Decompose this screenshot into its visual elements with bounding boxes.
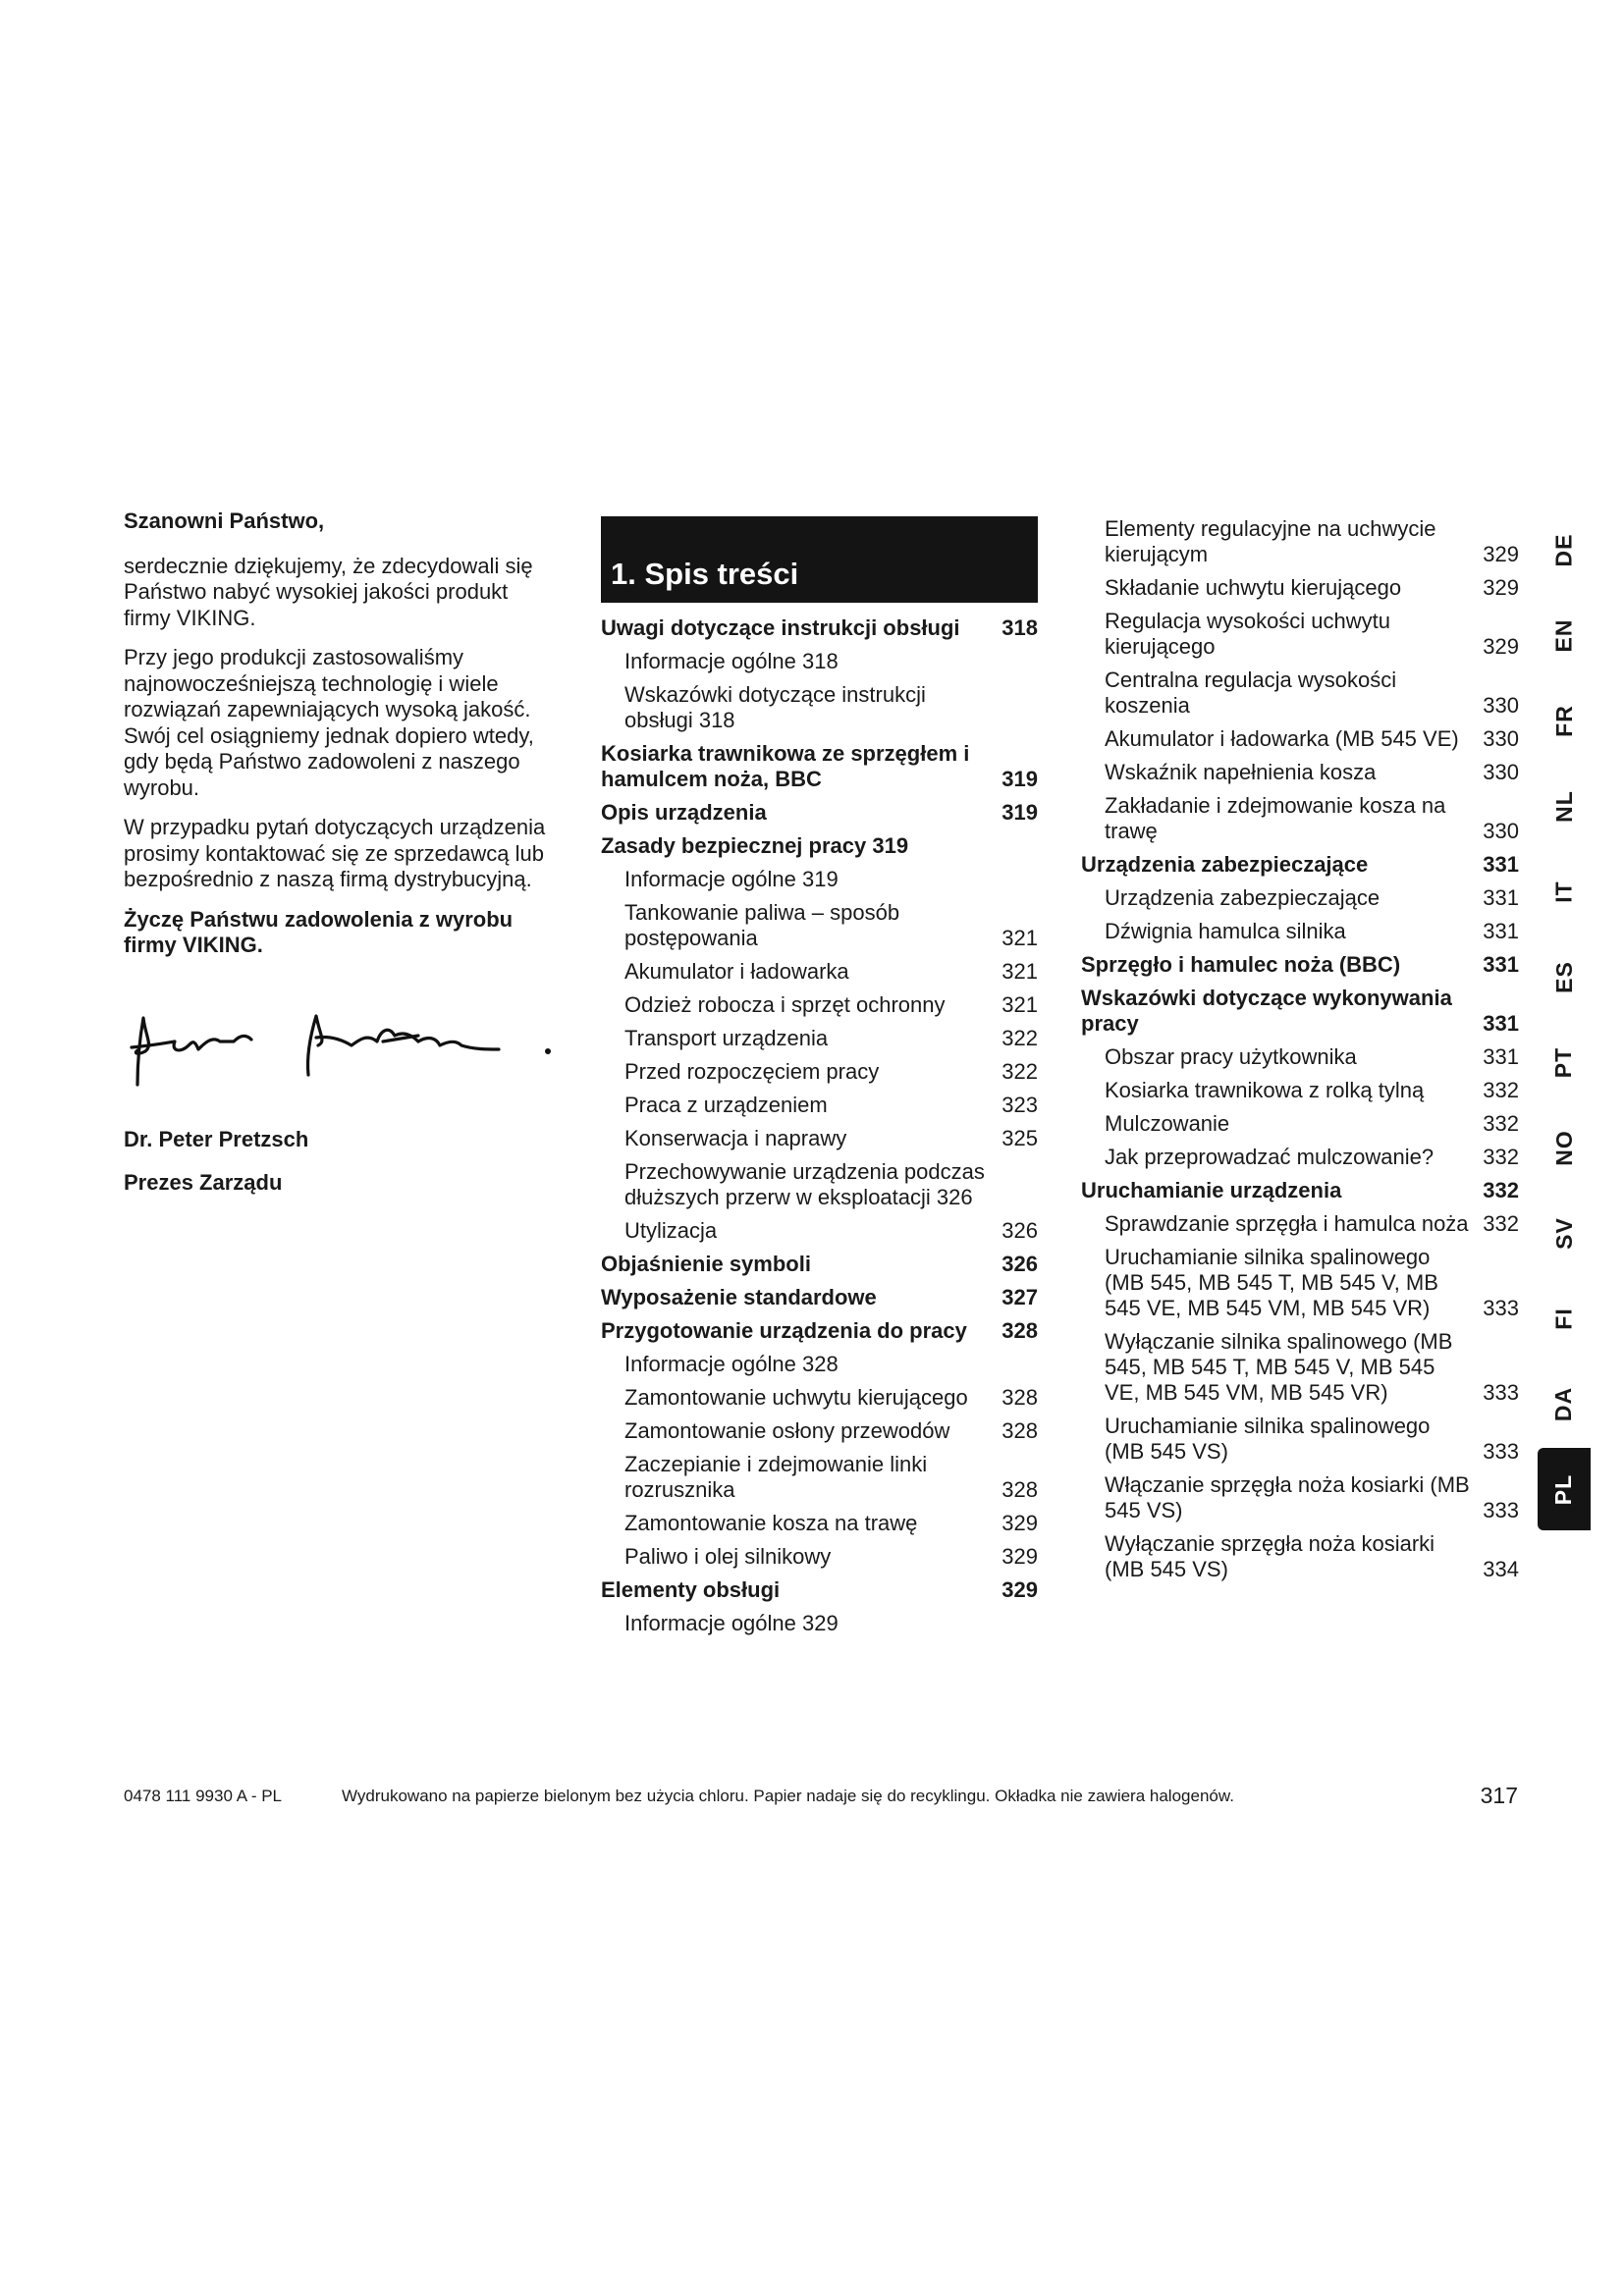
signer-role: Prezes Zarządu: [124, 1170, 283, 1195]
toc-subsection: [1081, 1211, 1519, 1237]
toc-subsection: [601, 867, 1038, 892]
language-tabs: [1538, 508, 1591, 1533]
toc-entry-page: 322: [1001, 1026, 1038, 1050]
toc-entry-text: Opis urządzenia: [601, 800, 767, 825]
language-tab-it[interactable]: [1538, 850, 1591, 933]
toc-subsection: [1081, 793, 1519, 844]
language-tab-label: NO: [1550, 1129, 1577, 1166]
toc-subsection: [1081, 1078, 1519, 1103]
toc-entry-page: 321: [1001, 992, 1038, 1017]
toc-entry-page: 330: [1483, 726, 1519, 751]
toc-entry-text: Informacje ogólne 329: [624, 1611, 839, 1635]
toc-section: [601, 615, 1038, 641]
toc-entry-text: Urządzenia zabezpieczające: [1105, 885, 1380, 910]
language-tab-no[interactable]: [1538, 1106, 1591, 1189]
toc-entry-text: Paliwo i olej silnikowy: [624, 1544, 832, 1569]
toc-section: [1081, 986, 1519, 1037]
toc-entry-page: 332: [1483, 1111, 1519, 1136]
page-number: 317: [1480, 1783, 1518, 1808]
toc-entry-page: 328: [1001, 1477, 1038, 1502]
toc-entry-text: Mulczowanie: [1105, 1111, 1230, 1136]
toc-entry-text: Sprzęgło i hamulec noża (BBC): [1081, 952, 1401, 977]
toc-entry-page: 329: [1001, 1577, 1038, 1602]
language-tab-label: FR: [1550, 704, 1577, 737]
letter-paragraph: W przypadku pytań dotyczących urządzenia prosimy kontaktować się ze sprzedawcą lub bezpośrednio z naszą firmą dystrybucyjną.: [124, 815, 546, 891]
toc-entry-text: Praca z urządzeniem: [624, 1093, 828, 1117]
toc-entry-text: Przygotowanie urządzenia do pracy: [601, 1318, 967, 1343]
toc-entry-text: Kosiarka trawnikowa ze sprzęgłem i hamulcem noża, BBC: [601, 741, 970, 791]
toc-entry-page: 329: [1001, 1511, 1038, 1535]
toc-entry-text: Zamontowanie uchwytu kierującego: [624, 1385, 968, 1410]
letter-greeting: Szanowni Państwo,: [124, 508, 325, 533]
toc-entry-text: Regulacja wysokości uchwytu kierującego: [1105, 609, 1391, 659]
intro-letter: [124, 508, 556, 1197]
toc-entry-page: 327: [1001, 1285, 1038, 1309]
toc-entry-text: Wyłączanie sprzęgła noża kosiarki (MB 545 VS): [1105, 1531, 1435, 1581]
toc-subsection: [1081, 726, 1519, 752]
toc-subsection: [1081, 760, 1519, 785]
toc-entry-text: Konserwacja i naprawy: [624, 1126, 847, 1150]
toc-subsection: [1081, 575, 1519, 601]
toc-entry-text: Uruchamianie silnika spalinowego (MB 545, MB 545 T, MB 545 V, MB 545 VE, MB 545 VM, MB 545 VR): [1105, 1245, 1438, 1320]
toc-subsection: [601, 1611, 1038, 1636]
letter-wish: Życzę Państwu zadowolenia z wyrobu firmy VIKING.: [124, 906, 514, 957]
toc-entry-page: 331: [1483, 885, 1519, 910]
toc-entry-page: 321: [1001, 959, 1038, 984]
toc-section: [601, 1252, 1038, 1277]
toc-entry-page: 323: [1001, 1093, 1038, 1117]
toc-entry-page: 330: [1483, 693, 1519, 718]
printing-note: Wydrukowano na papierze bielonym bez użycia chloru. Papier nadaje się do recyklingu. Okładka nie zawiera halogenów.: [342, 1787, 1234, 1805]
toc-entry-text: Informacje ogólne 319: [624, 867, 839, 891]
toc-subsection: [601, 1059, 1038, 1085]
language-tab-nl[interactable]: [1538, 765, 1591, 847]
toc-entry-page: 334: [1483, 1557, 1519, 1581]
toc-subsection: [601, 1159, 1038, 1210]
toc-entry-text: Utylizacja: [624, 1218, 718, 1243]
toc-entry-page: 326: [1001, 1252, 1038, 1276]
toc-entry-text: Uruchamianie urządzenia: [1081, 1178, 1342, 1202]
toc-subsection: [601, 992, 1038, 1018]
language-tab-en[interactable]: [1538, 594, 1591, 676]
toc-subsection: [1081, 1472, 1519, 1523]
language-tab-sv[interactable]: [1538, 1192, 1591, 1274]
toc-section: [601, 1318, 1038, 1344]
toc-entry-page: 328: [1001, 1318, 1038, 1343]
toc-entry-text: Wyłączanie silnika spalinowego (MB 545, MB 545 T, MB 545 V, MB 545 VE, MB 545 VM, MB 545 VR): [1105, 1329, 1453, 1405]
letter-paragraph: serdecznie dziękujemy, że zdecydowali się Państwo nabyć wysokiej jakości produkt firmy VIKING.: [124, 553, 533, 630]
toc-subsection: [1081, 1111, 1519, 1137]
toc-entry-page: 333: [1483, 1380, 1519, 1405]
language-tab-label: EN: [1550, 618, 1577, 652]
toc-section: [601, 833, 1038, 859]
toc-entry-text: Składanie uchwytu kierującego: [1105, 575, 1402, 600]
page-footer: [124, 1783, 1518, 1812]
toc-entry-text: Wskaźnik napełnienia kosza: [1105, 760, 1377, 784]
toc-entry-text: Zakładanie i zdejmowanie kosza na trawę: [1105, 793, 1446, 843]
toc-entry-page: 328: [1001, 1385, 1038, 1410]
toc-entry-text: Tankowanie paliwa – sposób postępowania: [624, 900, 900, 950]
toc-title-box: [601, 516, 1038, 603]
toc-entry-text: Przed rozpoczęciem pracy: [624, 1059, 880, 1084]
toc-entry-page: 333: [1483, 1498, 1519, 1522]
toc-entry-page: 321: [1001, 926, 1038, 950]
language-tab-de[interactable]: [1538, 508, 1591, 591]
toc-subsection: [1081, 885, 1519, 911]
toc-subsection: [601, 1218, 1038, 1244]
toc-subsection: [601, 1511, 1038, 1536]
toc-subsection: [1081, 1531, 1519, 1582]
language-tab-pl[interactable]: [1538, 1448, 1591, 1530]
toc-entry-text: Wskazówki dotyczące instrukcji obsługi 318: [624, 682, 926, 732]
toc-subsection: [601, 1126, 1038, 1151]
toc-section: [601, 800, 1038, 826]
toc-entry-text: Transport urządzenia: [624, 1026, 829, 1050]
toc-subsection: [1081, 609, 1519, 660]
toc-entry-text: Elementy obsługi: [601, 1577, 781, 1602]
language-tab-pt[interactable]: [1538, 1021, 1591, 1103]
language-tab-label: SV: [1550, 1216, 1577, 1250]
toc-entry-text: Wskazówki dotyczące wykonywania pracy: [1081, 986, 1452, 1036]
toc-subsection: [1081, 1145, 1519, 1170]
language-tab-label: NL: [1550, 789, 1577, 823]
toc-entry-page: 332: [1483, 1211, 1519, 1236]
toc-entry-page: 331: [1483, 1011, 1519, 1036]
toc-entry-text: Informacje ogólne 328: [624, 1352, 839, 1376]
toc-section: [601, 1285, 1038, 1310]
toc-entry-text: Obszar pracy użytkownika: [1105, 1044, 1357, 1069]
toc-entry-text: Zasady bezpiecznej pracy 319: [601, 833, 909, 858]
toc-subsection: [601, 682, 1038, 733]
toc-entry-text: Włączanie sprzęgła noża kosiarki (MB 545 VS): [1105, 1472, 1470, 1522]
language-tab-label: ES: [1550, 960, 1577, 993]
language-tab-label: FI: [1550, 1307, 1577, 1330]
toc-entry-page: 332: [1483, 1145, 1519, 1169]
toc-subsection: [1081, 1044, 1519, 1070]
toc-subsection: [1081, 1245, 1519, 1321]
toc-entry-page: 333: [1483, 1296, 1519, 1320]
toc-section: [601, 1577, 1038, 1603]
toc-entry-page: 329: [1001, 1544, 1038, 1569]
toc-subsection: [601, 1452, 1038, 1503]
document-code: 0478 111 9930 A - PL: [124, 1787, 283, 1805]
toc-entry-text: Uruchamianie silnika spalinowego (MB 545 VS): [1105, 1414, 1431, 1464]
toc-entry-page: 331: [1483, 919, 1519, 943]
language-tab-fr[interactable]: [1538, 679, 1591, 762]
toc-entry-page: 333: [1483, 1439, 1519, 1464]
toc-section: [1081, 852, 1519, 878]
toc-subsection: [601, 900, 1038, 951]
toc-title: 1. Spis treści: [611, 557, 799, 591]
toc-subsection: [601, 959, 1038, 985]
letter-paragraph: Przy jego produkcji zastosowaliśmy najnowocześniejszą technologię i wiele rozwiązań zapewniających wysoką jakość. Swój cel osiągniemy jednak dopiero wtedy, gdy będą Państwo zadowoleni z naszego wyrobu.: [124, 645, 534, 800]
toc-entry-page: 331: [1483, 1044, 1519, 1069]
toc-column-2: [1081, 516, 1519, 1590]
toc-entry-text: Zaczepianie i zdejmowanie linki rozrusznika: [624, 1452, 928, 1502]
language-tab-fi[interactable]: [1538, 1277, 1591, 1360]
toc-entry-page: 329: [1483, 575, 1519, 600]
toc-entry-text: Akumulator i ładowarka (MB 545 VE): [1105, 726, 1459, 751]
toc-entry-page: 328: [1001, 1418, 1038, 1443]
toc-entry-text: Informacje ogólne 318: [624, 649, 839, 673]
toc-entry-text: Jak przeprowadzać mulczowanie?: [1105, 1145, 1435, 1169]
toc-column-1: [601, 516, 1038, 1644]
toc-subsection: [601, 1093, 1038, 1118]
toc-entry-page: 332: [1483, 1178, 1519, 1202]
signer-name: Dr. Peter Pretzsch: [124, 1126, 309, 1151]
language-tab-label: PL: [1550, 1473, 1577, 1505]
toc-entry-page: 329: [1483, 542, 1519, 566]
toc-entry-text: Zamontowanie osłony przewodów: [624, 1418, 950, 1443]
toc-subsection: [601, 1352, 1038, 1377]
toc-entry-page: 322: [1001, 1059, 1038, 1084]
toc-entry-page: 332: [1483, 1078, 1519, 1102]
toc-entry-text: Dźwignia hamulca silnika: [1105, 919, 1346, 943]
toc-subsection: [601, 649, 1038, 674]
toc-entry-page: 318: [1001, 615, 1038, 640]
toc-subsection: [1081, 667, 1519, 719]
language-tab-label: DA: [1550, 1386, 1577, 1421]
toc-entry-page: 325: [1001, 1126, 1038, 1150]
toc-entry-text: Zamontowanie kosza na trawę: [624, 1511, 918, 1535]
signature-image: [124, 1006, 566, 1099]
toc-entry-text: Wyposażenie standardowe: [601, 1285, 877, 1309]
toc-section: [1081, 952, 1519, 978]
toc-subsection: [1081, 1414, 1519, 1465]
toc-entry-page: 319: [1001, 767, 1038, 791]
toc-entry-text: Przechowywanie urządzenia podczas dłuższych przerw w eksploatacji 326: [624, 1159, 985, 1209]
toc-entry-page: 319: [1001, 800, 1038, 825]
toc-subsection: [1081, 1329, 1519, 1406]
toc-entry-page: 331: [1483, 952, 1519, 977]
toc-entry-text: Uwagi dotyczące instrukcji obsługi: [601, 615, 960, 640]
language-tab-label: DE: [1550, 533, 1577, 566]
language-tab-label: IT: [1550, 880, 1577, 903]
toc-subsection: [601, 1418, 1038, 1444]
toc-subsection: [1081, 516, 1519, 567]
toc-entry-text: Objaśnienie symboli: [601, 1252, 811, 1276]
toc-entry-text: Akumulator i ładowarka: [624, 959, 849, 984]
toc-subsection: [1081, 919, 1519, 944]
language-tab-da[interactable]: [1538, 1362, 1591, 1445]
language-tab-es[interactable]: [1538, 935, 1591, 1018]
toc-section: [1081, 1178, 1519, 1203]
toc-subsection: [601, 1026, 1038, 1051]
toc-entry-text: Sprawdzanie sprzęgła i hamulca noża: [1105, 1211, 1469, 1236]
toc-subsection: [601, 1385, 1038, 1411]
toc-subsection: [601, 1544, 1038, 1570]
language-tab-label: PT: [1550, 1046, 1577, 1078]
toc-entry-text: Elementy regulacyjne na uchwycie kierującym: [1105, 516, 1436, 566]
toc-entry-page: 329: [1483, 634, 1519, 659]
toc-entry-text: Urządzenia zabezpieczające: [1081, 852, 1369, 877]
toc-section: [601, 741, 1038, 792]
toc-entry-page: 330: [1483, 760, 1519, 784]
toc-entry-text: Centralna regulacja wysokości koszenia: [1105, 667, 1397, 718]
toc-entry-page: 330: [1483, 819, 1519, 843]
toc-entry-text: Kosiarka trawnikowa z rolką tylną: [1105, 1078, 1425, 1102]
toc-entry-text: Odzież robocza i sprzęt ochronny: [624, 992, 946, 1017]
toc-entry-page: 331: [1483, 852, 1519, 877]
toc-entry-page: 326: [1001, 1218, 1038, 1243]
